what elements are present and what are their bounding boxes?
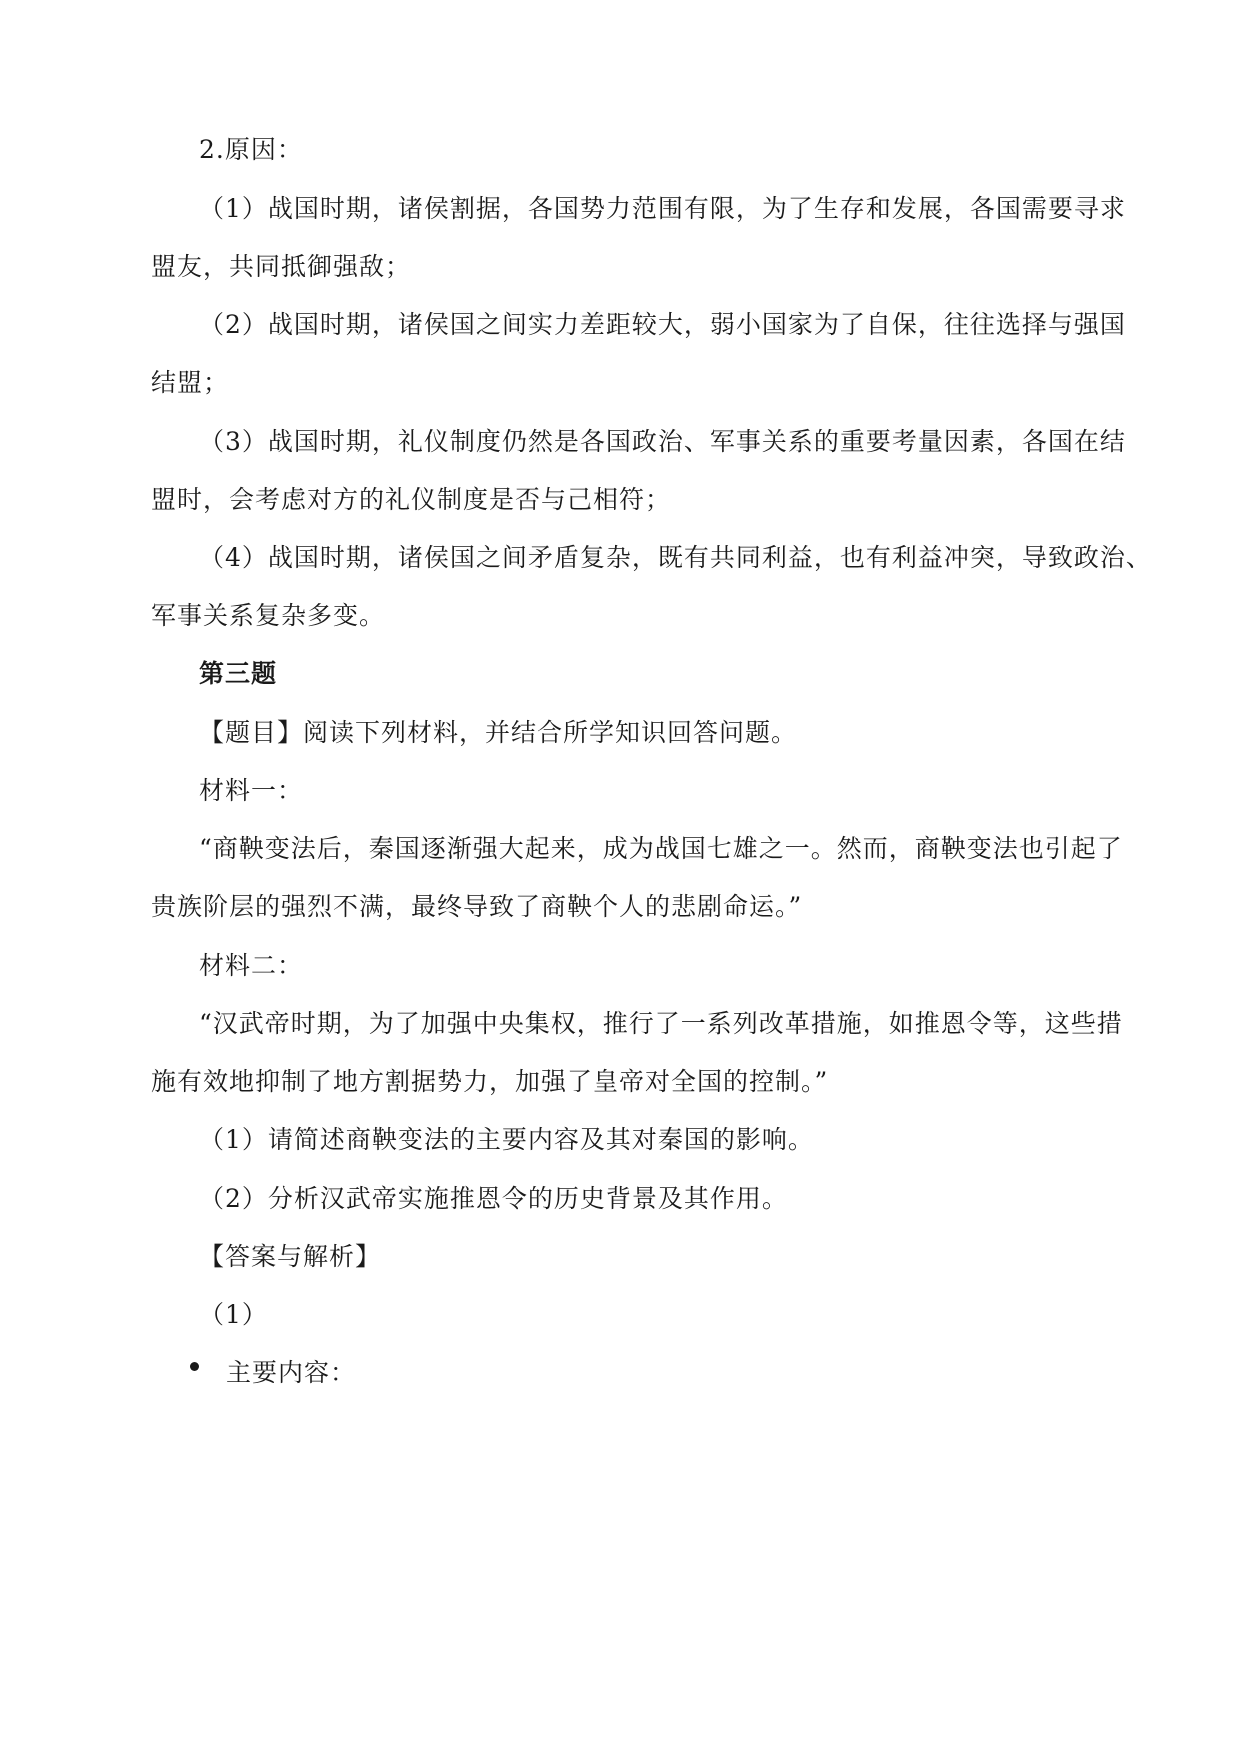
- material-1-label: 材料一：: [199, 776, 304, 805]
- question-3-title: 第三题: [199, 659, 278, 688]
- reason-2-line-1: （2）战国时期，诸侯国之间实力差距较大，弱小国家为了自保，往往选择与强国: [199, 310, 1126, 339]
- reason-3-line-2: 盟时，会考虑对方的礼仪制度是否与己相符；: [151, 485, 672, 514]
- reason-heading: 2.原因：: [199, 135, 303, 164]
- reason-1-line-1: （1）战国时期，诸侯割据，各国势力范围有限，为了生存和发展，各国需要寻求: [199, 194, 1126, 223]
- question-1: （1）请简述商鞅变法的主要内容及其对秦国的影响。: [199, 1125, 814, 1154]
- material-1-line-1: “商鞅变法后，秦国逐渐强大起来，成为战国七雄之一。然而，商鞅变法也引起了: [199, 834, 1123, 863]
- bullet-main-content: 主要内容：: [226, 1358, 357, 1387]
- answer-1-label: （1）: [199, 1300, 268, 1329]
- reason-1-line-2: 盟友，共同抵御强敌；: [151, 252, 412, 281]
- material-2-line-2: 施有效地抑制了地方割据势力，加强了皇帝对全国的控制。”: [151, 1067, 829, 1096]
- reason-4-line-1: （4）战国时期，诸侯国之间矛盾复杂，既有共同利益，也有利益冲突，导致政治、: [199, 543, 1152, 572]
- reason-4-line-2: 军事关系复杂多变。: [151, 601, 386, 630]
- answer-heading: 【答案与解析】: [199, 1242, 382, 1271]
- material-2-line-1: “汉武帝时期，为了加强中央集权，推行了一系列改革措施，如推恩令等，这些措: [199, 1009, 1123, 1038]
- question-2: （2）分析汉武帝实施推恩令的历史背景及其作用。: [199, 1184, 788, 1213]
- material-1-line-2: 贵族阶层的强烈不满，最终导致了商鞅个人的悲剧命运。”: [151, 892, 803, 921]
- bullet-dot-icon: [190, 1362, 199, 1371]
- question-3-prompt: 【题目】阅读下列材料，并结合所学知识回答问题。: [199, 718, 798, 747]
- material-2-label: 材料二：: [199, 951, 304, 980]
- reason-2-line-2: 结盟；: [151, 368, 230, 397]
- reason-3-line-1: （3）战国时期，礼仪制度仍然是各国政治、军事关系的重要考量因素，各国在结: [199, 427, 1126, 456]
